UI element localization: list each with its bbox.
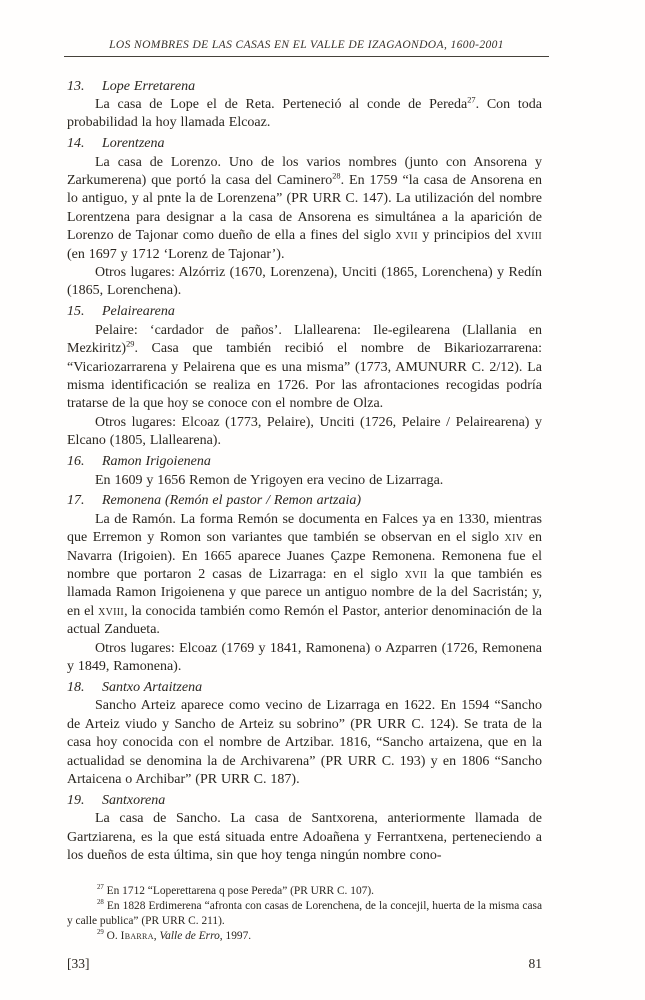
section-number: 16. bbox=[67, 454, 85, 470]
section-title: Santxorena bbox=[102, 792, 166, 808]
section-title: Santxo Artaitzena bbox=[102, 680, 203, 695]
small-caps-text: xviii bbox=[98, 603, 125, 619]
section-heading bbox=[67, 453, 542, 471]
section-number: 14. bbox=[67, 136, 85, 152]
section-title: Lorentzena bbox=[102, 136, 165, 152]
section-heading bbox=[67, 679, 542, 697]
paragraph: La casa de Sancho. La casa de Santxorena, anteriormente llamada de Gartziarena, es la que está situada entre Adoañena y Ferrantxena, perteneciendo a los dueños de esta última, sin que hoy tenga ningún nombre cono- bbox=[67, 811, 542, 864]
small-caps-text: xvii bbox=[404, 567, 428, 583]
footnote: $^{29}$ O. Ibarra, Valle de Erro, 1997. bbox=[97, 929, 252, 942]
section-number: 19. bbox=[67, 792, 85, 808]
paragraph: En 1609 y 1656 Remon de Yrigoyen era vecino de Lizarraga. bbox=[95, 472, 444, 488]
running-header: LOS NOMBRES DE LAS CASAS EN EL VALLE DE IZAGAONDOA, 1600-2001 bbox=[109, 39, 504, 51]
footnote-ref: 27 bbox=[97, 884, 104, 892]
footnote-ref: 29 bbox=[126, 339, 135, 349]
section-heading bbox=[67, 792, 542, 810]
section-title: Lope Erretarena bbox=[102, 78, 196, 94]
section-heading bbox=[67, 78, 542, 96]
italic-text: Valle de Erro bbox=[159, 930, 220, 942]
footnote: $^{27}$ En 1712 “Loperettarena q pose Pereda” (PR URR C. 107). bbox=[97, 884, 374, 897]
section-title: Remonena (Remón el pastor / Remon artzaia) bbox=[102, 493, 362, 509]
section-heading bbox=[67, 303, 542, 321]
small-caps-text: xviii bbox=[516, 228, 542, 244]
page-footer bbox=[67, 956, 542, 972]
footer-folio: [33] bbox=[67, 956, 90, 971]
paragraph: Otros lugares: Elcoaz (1773, Pelaire), Unciti (1726, Pelaire / Pelairearena) y Elcano (1805, Llallearena). bbox=[67, 414, 542, 449]
section-title: Ramon Irigoienena bbox=[102, 454, 211, 470]
paragraph: La de Ramón. La forma Remón se documenta en Falces ya en 1330, mientras que Erremon y Romon son variantes que también se observan en el siglo xiv en Navarra (Irigoien). En 1665 aparece Juanes Çazpe Remonena. Remonena fue el nombre que portaron 2 casas de Lizarraga: en el siglo xvii la que también es llamada Ramon Irigoienena y que parece un antiguo nombre de la del Sacristán; y, en el xviii, la conocida también como Remón el Pastor, anterior denominación de la actual Zandueta. bbox=[67, 511, 542, 638]
footnotes bbox=[67, 884, 542, 944]
section-number: 17. bbox=[67, 493, 85, 509]
footer-page-number: 81 bbox=[528, 956, 542, 971]
header-rule bbox=[64, 56, 549, 57]
body-text bbox=[67, 75, 542, 866]
small-caps-text: xvii bbox=[395, 228, 418, 244]
section-heading bbox=[67, 135, 542, 153]
footnote: $^{28}$ En 1828 Erdimerena “afronta con casas de Lorenchena, de la concejil, huerta de la misma casa y calle publica” (PR URR C. 211). bbox=[67, 899, 542, 927]
paragraph: La casa de Lope el de Reta. Perteneció al conde de Pereda$^{27}$. Con toda probabilidad la hoy llamada Elcoaz. bbox=[67, 95, 542, 131]
section-number: 15. bbox=[67, 304, 85, 320]
small-caps-text: xiv bbox=[504, 530, 524, 546]
section-title: Pelairearena bbox=[102, 304, 175, 320]
footnote-ref: 27 bbox=[467, 95, 476, 105]
footnote-ref: 29 bbox=[97, 929, 104, 937]
footnote-ref: 28 bbox=[332, 171, 341, 181]
section-heading bbox=[67, 492, 542, 510]
paragraph: La casa de Lorenzo. Uno de los varios nombres (junto con Ansorena y Zarkumerena) que portó la casa del Caminero$^{28}$. En 1759 “la casa de Ansorena en lo antiguo, y al pnte la de Lorenzena” (PR URR C. 147). La utilización del nombre Lorentzena para designar a la casa de Ansorena es simultánea a la aparición de Lorenzo de Tajonar como dueño de ella a fines del siglo xvii y principios del xviii (en 1697 y 1712 ‘Lorenz de Tajonar’). bbox=[67, 154, 542, 262]
small-caps-text: Ibarra bbox=[120, 930, 154, 942]
section-number: 18. bbox=[67, 680, 85, 695]
paragraph: Otros lugares: Elcoaz (1769 y 1841, Ramonena) o Azparren (1726, Remonena y 1849, Ramonena). bbox=[67, 640, 542, 675]
paragraph: Sancho Arteiz aparece como vecino de Lizarraga en 1622. En 1594 “Sancho de Arteiz viudo y Sancho de Arteiz su sobrino” (PR URR C. 124). Se trata de la casa hoy conocida con el nombre de Artzibar. 1816, “Sancho artaizena, que en la actualidad se denomina la de Archivarena” (PR URR C. 193) y en 1806 “Sancho Artaicena o Archibar” (PR URR C. 187). bbox=[67, 698, 542, 788]
footnote-ref: 28 bbox=[97, 899, 104, 907]
paragraph: Otros lugares: Alzórriz (1670, Lorenzena), Unciti (1865, Lorenchena) y Redín (1865, Lorenchena). bbox=[67, 265, 542, 299]
section-number: 13. bbox=[67, 78, 85, 94]
paragraph: Pelaire: ‘cardador de paños’. Llallearena: Ile-egilearena (Llallania en Mezkiritz)$^{29}$. Casa que también recibió el nombre de Bikariozarrarena: “Vicariozarrarena y Pelairena que es una misma” (1773, AMUNURR C. 2/12). La misma identificación se realiza en 1726. Por las afrontaciones recogidas podría tratarse de la que hoy se conoce con el nombre de Olza. bbox=[67, 322, 542, 412]
